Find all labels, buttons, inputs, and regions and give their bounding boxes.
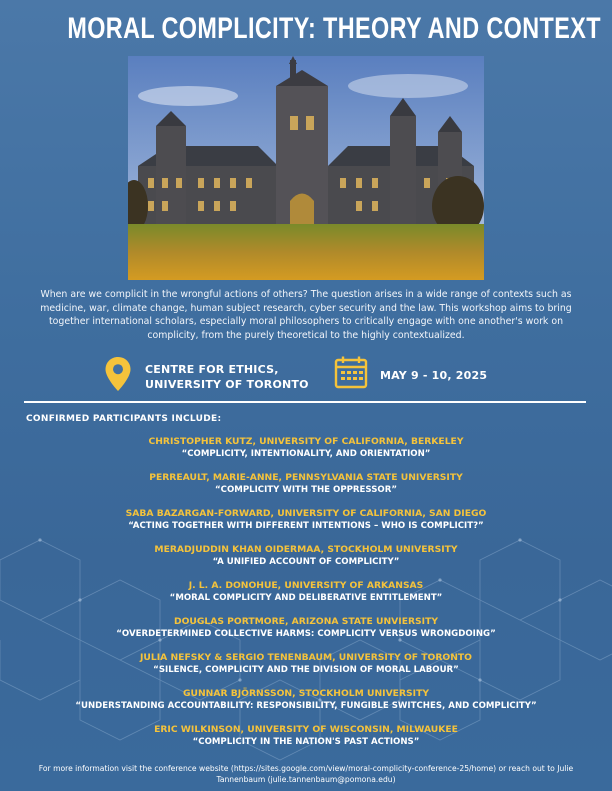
participant-item xyxy=(0,724,612,748)
participant-name: PERREAULT, MARIE-ANNE, PENNSYLVANIA STATE UNIVERSITY xyxy=(149,472,463,483)
footer-contact-info: For more information visit the conference website (https://sites.google.com/view/moral-complicity-conference-25/home) or reach out to Julie Tannenbaum (julie.tannenbaum@pomona.edu) xyxy=(38,764,574,784)
page-title: MORAL COMPLICITY: THEORY AND CONTEXT xyxy=(67,12,601,45)
participant-item xyxy=(0,580,612,604)
participant-item xyxy=(0,472,612,496)
talk-title: “A UNIFIED ACCOUNT OF COMPLICITY” xyxy=(212,557,400,567)
event-date: MAY 9 - 10, 2025 xyxy=(380,369,488,382)
participant-name: SABA BAZARGAN-FORWARD, UNIVERSITY OF CALIFORNIA, SAN DIEGO xyxy=(125,508,487,519)
participant-name: GUNNAR BJÖRNSSON, STOCKHOLM UNIVERSITY xyxy=(182,688,429,699)
talk-title: “COMPLICITY IN THE NATION'S PAST ACTIONS” xyxy=(192,737,420,747)
participant-name: DOUGLAS PORTMORE, ARIZONA STATE UNVIERSITY xyxy=(173,616,439,627)
university-building-photo xyxy=(128,56,484,280)
confirmed-participants-heading: CONFIRMED PARTICIPANTS INCLUDE: xyxy=(26,414,222,424)
calendar-icon xyxy=(334,355,368,389)
participant-item xyxy=(0,652,612,676)
participant-item xyxy=(0,508,612,532)
intro-paragraph: When are we complicit in the wrongful actions of others? The question arises in a wide range of contexts such as medicine, war, climate change, human subject research, cyber security and the law. This workshop aims to bring together international scholars, especially moral philosophers to critically engage with one another's work on complicity, from the purely theoretical to the highly contextualized. xyxy=(40,289,572,341)
talk-title: “MORAL COMPLICITY AND DELIBERATIVE ENTITLEMENT” xyxy=(169,593,443,603)
participant-name: JULIA NEFSKY & SERGIO TENENBAUM, UNIVERSITY OF TORONTO xyxy=(140,652,472,663)
venue-line-1: CENTRE FOR ETHICS, xyxy=(145,363,279,376)
talk-title: “UNDERSTANDING ACCOUNTABILITY: RESPONSIBILITY, FUNGIBLE SWITCHES, AND COMPLICITY” xyxy=(75,701,537,711)
participant-name: CHRISTOPHER KUTZ, UNIVERSITY OF CALIFORNIA, BERKELEY xyxy=(148,436,464,447)
talk-title: “SILENCE, COMPLICITY AND THE DIVISION OF MORAL LABOUR” xyxy=(153,665,459,675)
talk-title: “ACTING TOGETHER WITH DIFFERENT INTENTIONS – WHO IS COMPLICIT?” xyxy=(128,521,484,531)
participant-name: J. L. A. DONOHUE, UNIVERSITY OF ARKANSAS xyxy=(188,580,424,591)
participant-item xyxy=(0,544,612,568)
map-pin-icon xyxy=(104,356,132,392)
section-divider xyxy=(24,401,586,403)
talk-title: “OVERDETERMINED COLLECTIVE HARMS: COMPLICITY VERSUS WRONGDOING” xyxy=(116,629,496,639)
participant-item xyxy=(0,436,612,460)
participant-name: ERIC WILKINSON, UNIVERSITY OF WISCONSIN, MILWAUKEE xyxy=(154,724,458,735)
participant-item xyxy=(0,688,612,712)
venue-location xyxy=(145,362,309,392)
talk-title: “COMPLICITY, INTENTIONALITY, AND ORIENTATION” xyxy=(181,449,431,459)
venue-line-2: UNIVERSITY OF TORONTO xyxy=(145,378,309,391)
talk-title: “COMPLICITY WITH THE OPPRESSOR” xyxy=(215,485,397,495)
participant-name: MERADJUDDIN KHAN OIDERMAA, STOCKHOLM UNIVERSITY xyxy=(154,544,458,555)
participant-item xyxy=(0,616,612,640)
